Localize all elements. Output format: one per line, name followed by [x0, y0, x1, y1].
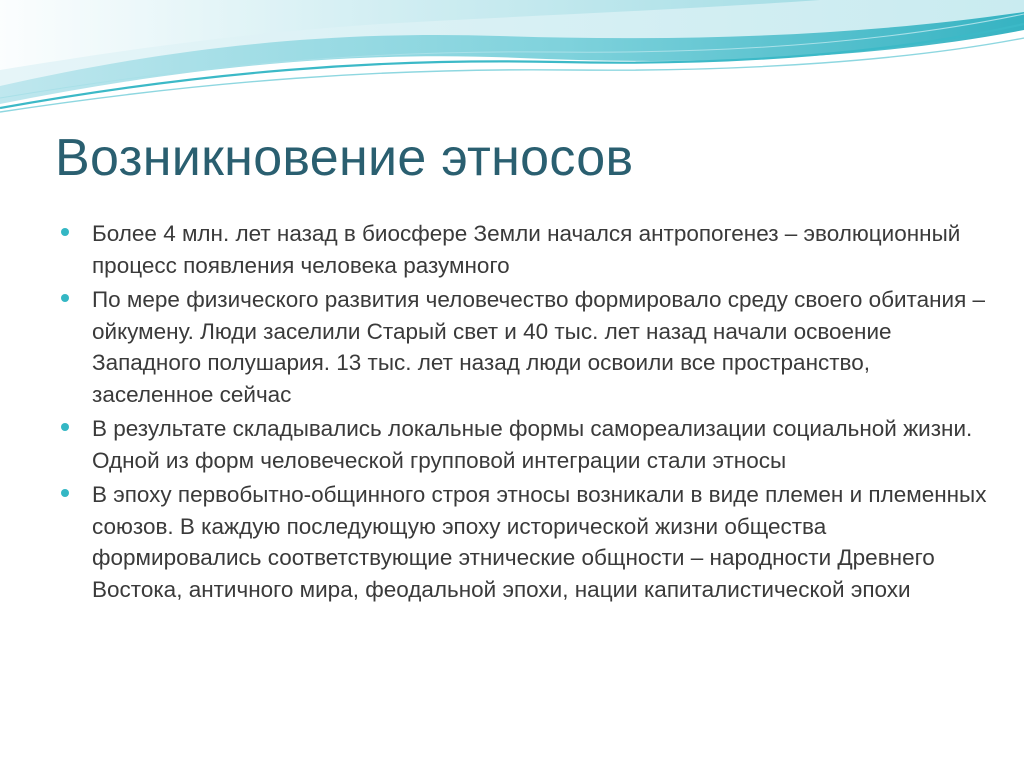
list-item [58, 413, 988, 476]
list-item [58, 284, 988, 410]
list-item-text: По мере физического развития человечество формировало среду своего обитания – ойкумену. Люди заселили Старый свет и 40 тыс. лет назад начали освоение Западного полушария. 13 тыс. лет назад люди освоили все пространство, заселенное сейчас [92, 287, 986, 407]
bullet-dot-icon [61, 423, 69, 431]
bullet-dot-icon [61, 294, 69, 302]
list-item-text: В результате складывались локальные формы самореализации социальной жизни. Одной из форм человеческой групповой интеграции стали этносы [92, 416, 973, 473]
list-item-text: Более 4 млн. лет назад в биосфере Земли начался антропогенез – эволюционный процесс появления человека разумного [92, 221, 961, 278]
list-item-text: В эпоху первобытно-общинного строя этносы возникали в виде племен и племенных союзов. В каждую последующую эпоху исторической жизни общества формировались соответствующие этнические общности – народности Древнего Востока, античного мира, феодальной эпохи, нации капиталистической эпохи [92, 482, 987, 602]
list-item [58, 218, 988, 281]
bullet-dot-icon [61, 489, 69, 497]
wave-decoration [0, 0, 1024, 130]
bullet-dot-icon [61, 228, 69, 236]
list-item [58, 479, 988, 605]
slide-title: Возникновение этносов [55, 129, 634, 187]
bullet-list [58, 218, 988, 608]
